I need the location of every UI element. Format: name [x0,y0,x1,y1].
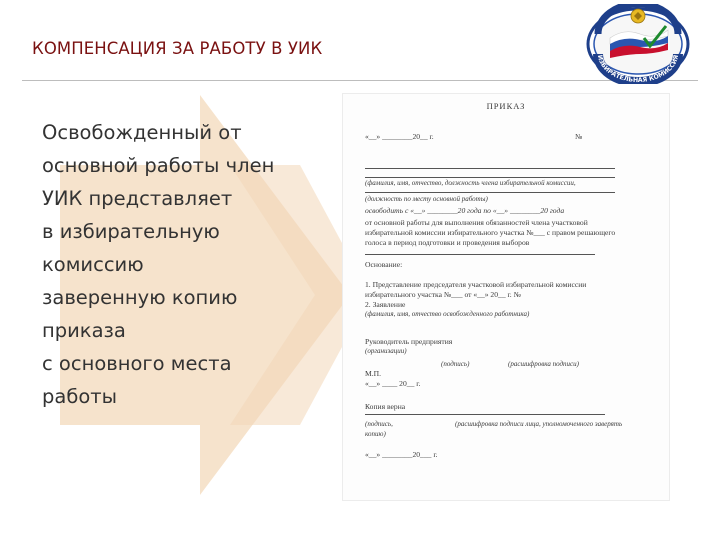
doc-number-mark: № [575,132,583,141]
order-document [343,94,669,500]
doc-copy-sign: (подпись, [365,420,393,428]
doc-fill-line [365,168,615,169]
doc-fill-line [365,254,595,255]
body-line: заверенную копию [42,286,238,309]
body-line: основной работы член [42,154,275,177]
doc-release-line: освободить с «__» ________20 года по «__» ________20 года [365,206,565,215]
doc-copy-decode: (расшифровка подписи лица, уполномоченного заверять [455,420,623,428]
eagle-emblem-icon [631,9,645,23]
doc-caption-applicant: (фамилия, имя, отчество освобожденного работника) [365,310,530,318]
doc-item: 2. Заявление [365,300,406,309]
body-line: УИК представляет [42,187,233,210]
doc-decode-caption: (расшифровка подписи) [508,360,579,368]
doc-sign-caption: (подпись) [441,360,470,368]
doc-fill-line [365,177,615,178]
doc-fill-line [365,414,605,415]
slide-title: КОМПЕНСАЦИЯ ЗА РАБОТУ В УИК [32,39,323,58]
logo-ribbon-text: ИЗБИРАТЕЛЬНАЯ КОМИССИЯ [595,54,681,84]
doc-item: 1. Представление председателя участковой избирательной комиссии [365,280,587,289]
doc-body-line: голоса в период подготовки и проведения выборов [365,238,530,247]
doc-heading: ПРИКАЗ [486,101,526,111]
doc-copy-label: Копия верна [365,402,406,411]
body-line: Освобожденный от [42,121,242,144]
doc-caption-position: (должность по месту основной работы) [365,195,488,203]
body-line: комиссию [42,253,144,276]
doc-fill-line [365,192,615,193]
body-line: приказа [42,319,126,342]
body-line: с основного места [42,352,232,375]
doc-copy-cont: копию) [365,430,386,438]
doc-date-short: «__» ____ 20__ г. [365,379,421,388]
doc-body-line: избирательной комиссии избирательного участка №___ с правом решающего [365,228,616,237]
doc-date-bottom: «__» ________20___ г. [365,450,438,459]
body-line: в избирательную [42,220,220,243]
doc-date-line: «__» ________20__ г. [365,132,434,141]
doc-item: избирательного участка №___ от «__» 20__ г. № [365,290,521,299]
doc-body-line: от основной работы для выполнения обязанностей члена участковой [365,218,588,227]
body-text [42,116,342,413]
doc-stamp: М.П. [365,369,382,378]
doc-head-label: Руководитель предприятия [365,337,453,346]
doc-head-sub: (организации) [365,347,407,355]
body-line: работы [42,385,118,408]
doc-caption-name: (фамилия, имя, отчество, должность члена избирательной комиссии, [365,179,576,187]
doc-basis: Основание: [365,260,403,269]
election-commission-logo [584,4,692,84]
